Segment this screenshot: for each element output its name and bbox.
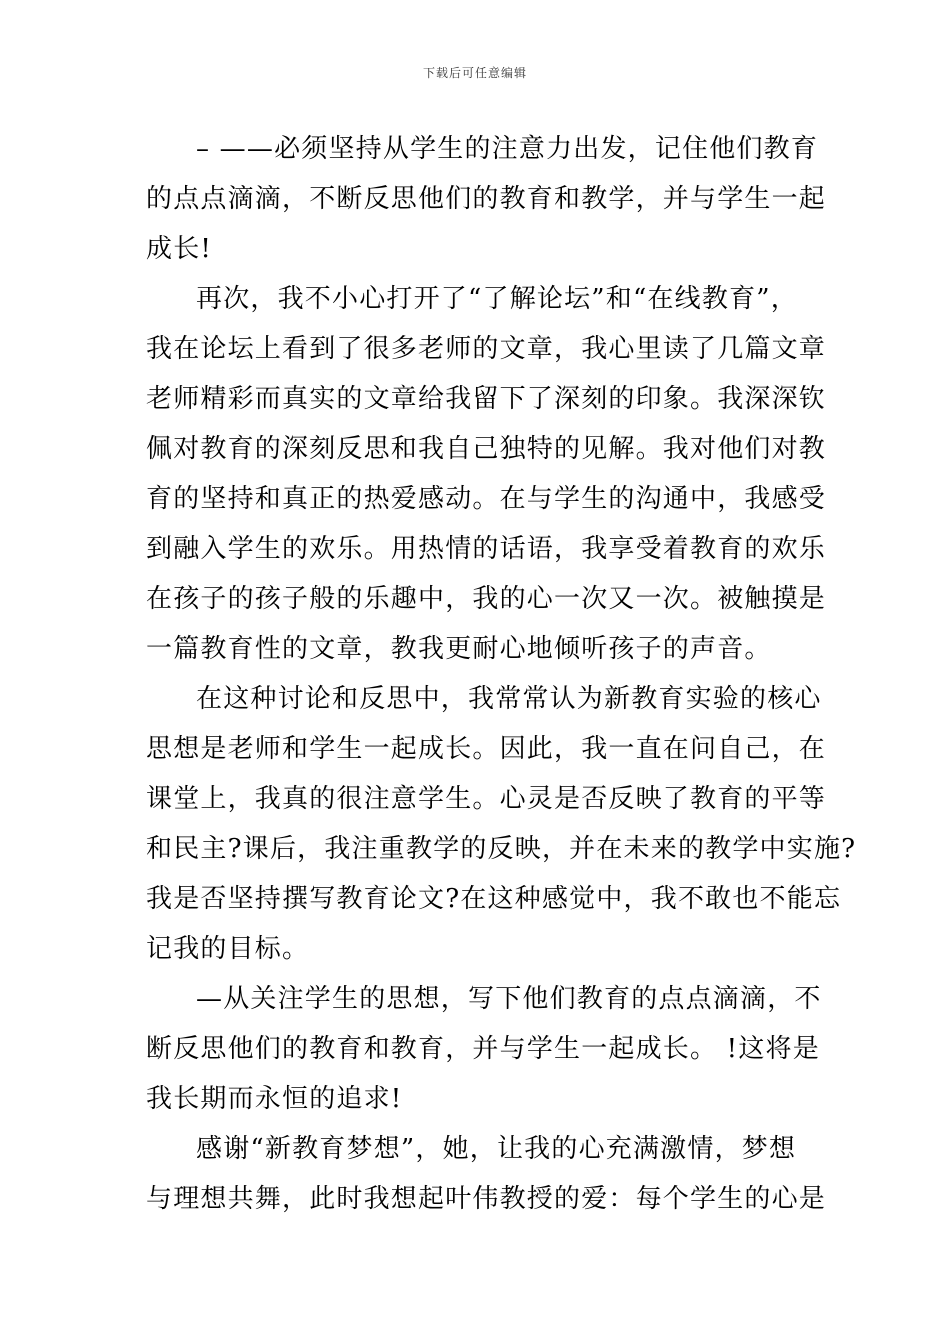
text-line: 断反思他们的教育和教育，并与学生一起成长。 !这将是 bbox=[146, 1034, 820, 1064]
text-line: 我在论坛上看到了很多老师的文章，我心里读了几篇文章 bbox=[146, 334, 827, 364]
text-line: 我是否坚持撰写教育论文?在这种感觉中，我不敢也不能忘 bbox=[146, 884, 842, 914]
page-header-note: 下载后可任意编辑 bbox=[422, 66, 527, 80]
text-line: 我长期而永恒的追求! bbox=[146, 1084, 403, 1114]
text-line: 课堂上，我真的很注意学生。心灵是否反映了教育的平等 bbox=[146, 784, 827, 814]
text-line: 感谢“新教育梦想”，她，让我的心充满激情，梦想 bbox=[196, 1134, 797, 1164]
text-line: 在孩子的孩子般的乐趣中，我的心一次又一次。被触摸是 bbox=[146, 584, 827, 614]
text-line: 老师精彩而真实的文章给我留下了深刻的印象。我深深钦 bbox=[146, 384, 827, 414]
text-line: 与理想共舞，此时我想起叶伟教授的爱：每个学生的心是 bbox=[146, 1184, 827, 1214]
text-line: 成长! bbox=[146, 234, 213, 264]
document-body bbox=[146, 124, 857, 1224]
text-line: – ——必须坚持从学生的注意力出发，记住他们教育 bbox=[196, 134, 819, 164]
text-line: 思想是老师和学生一起成长。因此，我一直在问自己，在 bbox=[146, 734, 827, 764]
text-line: 育的坚持和真正的热爱感动。在与学生的沟通中，我感受 bbox=[146, 484, 827, 514]
text-line: 和民主?课后，我注重教学的反映，并在未来的教学中实施? bbox=[146, 834, 857, 864]
text-line: 佩对教育的深刻反思和我自己独特的见解。我对他们对教 bbox=[146, 434, 827, 464]
text-line: —从关注学生的思想，写下他们教育的点点滴滴，不 bbox=[196, 984, 822, 1014]
text-line: 的点点滴滴，不断反思他们的教育和教学，并与学生一起 bbox=[146, 184, 827, 214]
text-line: 再次，我不小心打开了“了解论坛”和“在线教育”， bbox=[196, 284, 798, 314]
text-line: 记我的目标。 bbox=[146, 934, 310, 964]
text-line: 一篇教育性的文章，教我更耐心地倾听孩子的声音。 bbox=[146, 634, 772, 664]
text-line: 到融入学生的欢乐。用热情的话语，我享受着教育的欢乐 bbox=[146, 534, 827, 564]
text-line: 在这种讨论和反思中，我常常认为新教育实验的核心 bbox=[196, 684, 822, 714]
